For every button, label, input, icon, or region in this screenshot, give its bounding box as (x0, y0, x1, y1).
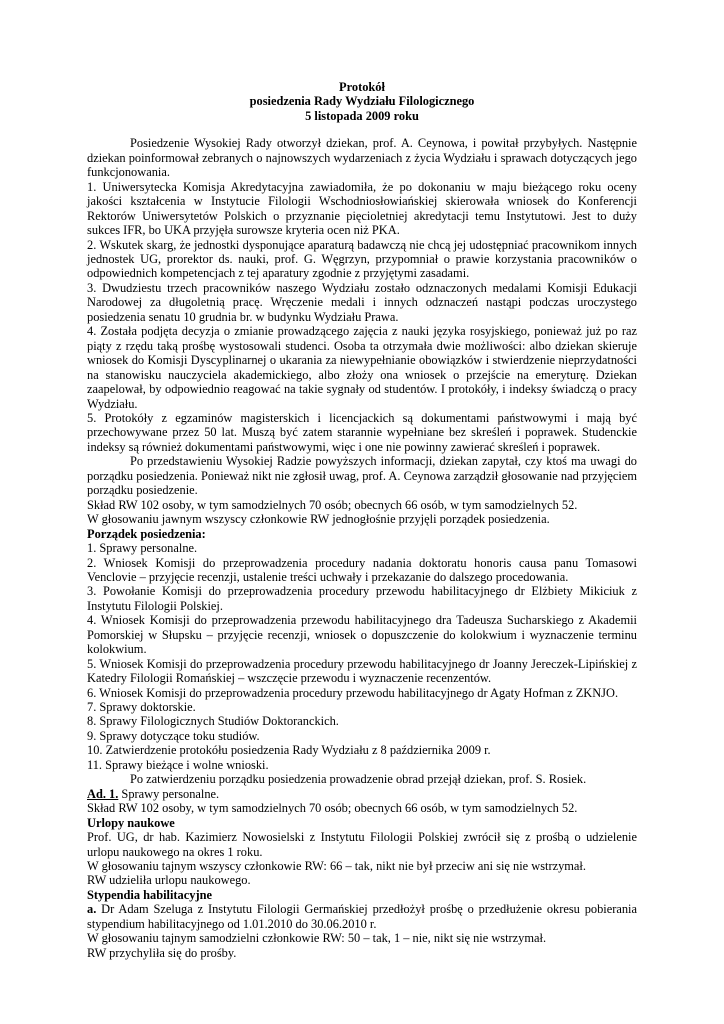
leave-request: Prof. UG, dr hab. Kazimierz Nowosielski z Instytutu Filologii Polskiej zwrócił się z prośbą o udzielenie urlopu naukowego na okres 1 roku. (87, 830, 637, 859)
agenda-question-paragraph: Po przedstawieniu Wysokiej Radzie powyższych informacji, dziekan zapytał, czy ktoś ma uwagi do porządku posiedzenia. Ponieważ nikt nie zgłosił uwag, prof. A. Ceynowa zarządził głosowanie nad przyjęciem porządku posiedzenie. (87, 454, 637, 498)
document-date: 5 listopada 2009 roku (305, 108, 419, 123)
chair-handover: Po zatwierdzeniu porządku posiedzenia prowadzenie obrad przejął dziekan, prof. S. Rosiek. (130, 772, 587, 787)
agenda-item: 2. Wniosek Komisji do przeprowadzenia procedury nadania doktoratu honoris causa panu Tomasowi Venclovie – przyjęcie recenzji, ustalenie treści uchwały i przekazanie do dalszego procedowania. (87, 555, 637, 584)
agenda-item: 5. Wniosek Komisji do przeprowadzenia procedury przewodu habilitacyjnego dr Joanny Jereczek-Lipińskiej z Katedry Filologii Romańskiej – wszczęcie przewodu i wyznaczenie recenzentów. (87, 656, 637, 686)
stipend-request (87, 902, 637, 931)
agenda-item: 7. Sprawy doktorskie. (87, 700, 196, 715)
agenda-item: 8. Sprawy Filologicznych Studiów Doktoranckich. (87, 714, 339, 729)
stipend-marker: a. (87, 902, 97, 917)
news-item-5: 5. Protokóły z egzaminów magisterskich i licencjackich są dokumentami państwowymi i mają być przechowywane przez 50 lat. Muszą być zatem starannie wypełniane bez skreśleń i poprawek. Studenckie indeksy są również dokumentami państwowymi, więc i one nie powinny zawierać skreśleń i poprawek. (87, 410, 637, 454)
ad1-heading (87, 787, 637, 801)
stipend-vote: W głosowaniu tajnym samodzielni członkowie RW: 50 – tak, 1 – nie, nikt się nie wstrzymał. (87, 931, 547, 946)
agenda-item: 3. Powołanie Komisji do przeprowadzenia procedury przewodu habilitacyjnego dr Elżbiety Mikiciuk z Instytutu Filologii Polskiej. (87, 584, 637, 613)
ad1-composition: Skład RW 102 osoby, w tym samodzielnych 70 osób; obecnych 66 osób, w tym samodzielnych 52. (87, 801, 578, 816)
stipend-result: RW przychyliła się do prośby. (87, 945, 237, 960)
leave-vote: W głosowaniu tajnym wszyscy członkowie RW: 66 – tak, nikt nie był przeciw ani się nie wstrzymał. (87, 859, 586, 874)
agenda-heading: Porządek posiedzenia: (87, 526, 206, 541)
document-title: Protokół (339, 80, 385, 94)
agenda-item: 4. Wniosek Komisji do przeprowadzenia przewodu habilitacyjnego dra Tadeusza Sucharskiego z Akademii Pomorskiej w Słupsku – przyjęcie recenzji, wniosek o dopuszczenie do kolokwium i wyznaczenie terminu kolokwium. (87, 613, 637, 657)
ad1-label: Ad. 1. (87, 786, 119, 801)
council-composition: Skład RW 102 osoby, w tym samodzielnych 70 osób; obecnych 66 osób, w tym samodzielnych 52. (87, 497, 578, 512)
leave-heading: Urlopy naukowe (87, 815, 175, 830)
leave-result: RW udzieliła urlopu naukowego. (87, 873, 251, 888)
news-item-4: 4. Została podjęta decyzja o zmianie prowadzącego zajęcia z nauki języka rosyjskiego, ponieważ już po raz piąty z rzędu taką prośbę wystosowali studenci. Osoba ta otrzymała dwie możliwości: albo dziekan skieruje wniosek do Komisji Dyscyplinarnej o ukarania za niewypełnianie obowiązków i stwierdzenie nieprzydatności na stanowisku nauczyciela akademickiego, albo złoży ona wniosek o przejście na emeryturę. Dziekan zaapelował, by odpowiednio reagować na takie sygnały od studentów. I protokóły, i indeksy świadczą o pracy Wydziału. (87, 324, 637, 411)
news-item-3: 3. Dwudziestu trzech pracowników naszego Wydziału zostało odznaczonych medalami Komisji Edukacji Narodowej za długoletnią pracę. Wręczenie medali i innych odznaczeń nastąpi podczas uroczystego posiedzenia senatu 10 grudnia br. w budynku Wydziału Prawa. (87, 280, 637, 324)
agenda-item: 10. Zatwierdzenie protokółu posiedzenia Rady Wydziału z 8 października 2009 r. (87, 743, 491, 758)
stipend-heading: Stypendia habilitacyjne (87, 887, 212, 902)
stipend-request-text: Dr Adam Szeluga z Instytutu Filologii Germańskiej przedłożył prośbę o przedłużenie okresu pobierania stypendium habilitacyjnego od 1.01.2010 do 30.06.2010 r. (87, 902, 637, 931)
document-subtitle: posiedzenia Rady Wydziału Filologicznego (249, 94, 475, 109)
ad1-title: Sprawy personalne. (118, 786, 220, 801)
document-header (87, 80, 637, 123)
agenda-item: 6. Wniosek Komisji do przeprowadzenia procedury przewodu habilitacyjnego dr Agaty Hofman z ZKNJO. (87, 685, 619, 700)
agenda-vote: W głosowaniu jawnym wszyscy członkowie RW jednogłośnie przyjęli porządek posiedzenia. (87, 512, 550, 527)
agenda-item: 11. Sprawy bieżące i wolne wnioski. (87, 757, 269, 772)
agenda-item: 1. Sprawy personalne. (87, 541, 198, 556)
news-item-2: 2. Wskutek skarg, że jednostki dysponujące aparaturą badawczą nie chcą jej udostępniać pracownikom innych jednostek UG, prorektor ds. nauki, prof. G. Węgrzyn, przypomniał o prawie korzystania pracowników o odpowiednich kompetencjach z tej aparatury zgodnie z przyjętymi zasadami. (87, 237, 637, 281)
news-item-1: 1. Uniwersytecka Komisja Akredytacyjna zawiadomiła, że po dokonaniu w maju bieżącego roku oceny jakości kształcenia w Instytucie Filologii Wschodniosłowiańskiej skierowała wniosek do Konferencji Rektorów Uniwersytetów Polskich o przyznanie pięcioletniej akredytacji temu Instytutowi. Jest to duży sukces IFR, bo UKA przyjęła surowsze kryteria ocen niż PKA. (87, 179, 637, 238)
agenda-item: 9. Sprawy dotyczące toku studiów. (87, 728, 260, 743)
intro-paragraph: Posiedzenie Wysokiej Rady otworzył dziekan, prof. A. Ceynowa, i powitał przybyłych. Następnie dziekan poinformował zebranych o najnowszych wydarzeniach z życia Wydziału i sprawach dotyczących jego funkcjonowania. (87, 136, 637, 180)
